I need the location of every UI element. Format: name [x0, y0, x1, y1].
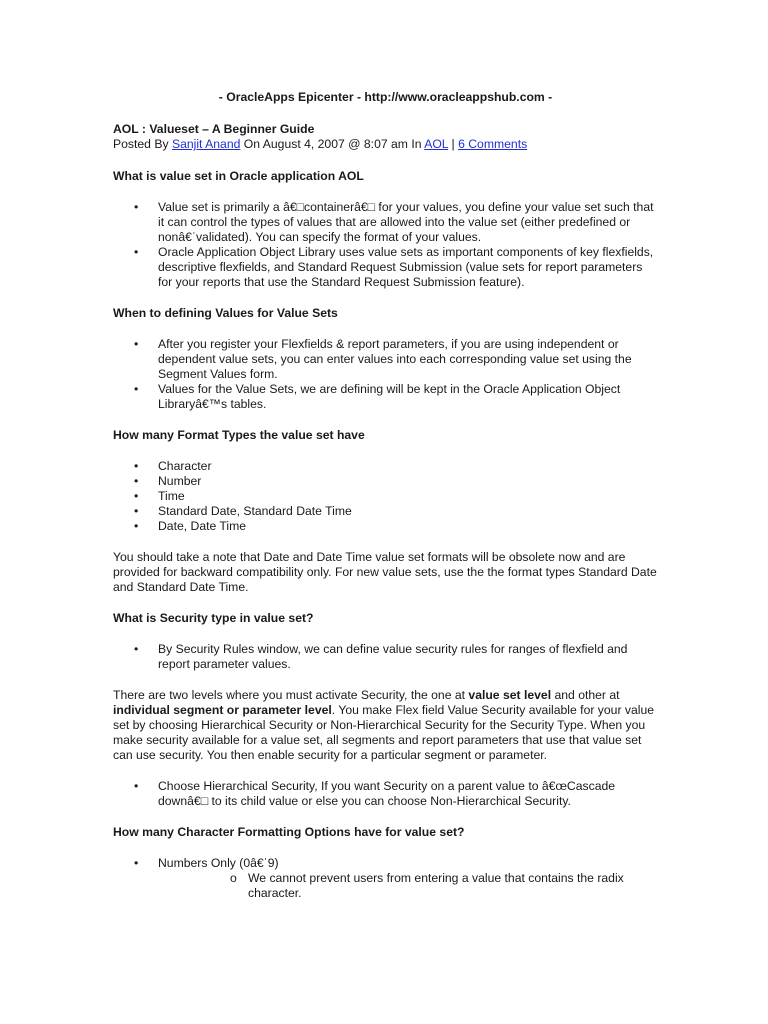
list-item: • Time: [113, 489, 658, 504]
list-item: • Oracle Application Object Library uses value sets as important components of key flexfields, descriptive flexfields, and Standard Request Submission (value sets for report parameters for your reports that use the Standard Request Submission feature).: [113, 245, 658, 290]
article-title: AOL : Valueset – A Beginner Guide: [113, 122, 315, 136]
bullet-list: [113, 200, 658, 290]
bullet-list: [113, 642, 658, 672]
section-heading-security-type: What is Security type in value set?: [113, 611, 314, 625]
posted-by-label: Posted By: [113, 137, 172, 151]
sub-bullet-list: [158, 871, 658, 901]
text-run: There are two levels where you must activate Security, the one at: [113, 688, 469, 702]
list-item: [113, 856, 658, 901]
list-item: • Values for the Value Sets, we are defining will be kept in the Oracle Application Object Libraryâ€™s tables.: [113, 382, 658, 412]
section-heading-character-formatting: How many Character Formatting Options have for value set?: [113, 825, 465, 839]
list-item: • Value set is primarily a â€□containerâ€□ for your values, you define your value set such that it can control the types of values that are allowed into the value set (either predefined or nonâ€ˈvalidated). You can specify the format of your values.: [113, 200, 658, 245]
text-run: . You make Flex field Value Security available for your value set by choosing Hierarchical Security or Non-Hierarchical Security for the Security Type. When you make security available for a value set, all segments and report parameters that use that value set can use security. You then enable security for a particular segment or parameter.: [113, 703, 655, 762]
section-heading-value-set: What is value set in Oracle application AOL: [113, 169, 364, 183]
sub-list-item: o We cannot prevent users from entering a value that contains the radix character.: [158, 871, 658, 901]
meta-separator: |: [448, 137, 459, 151]
author-link[interactable]: Sanjit Anand: [171, 137, 241, 151]
security-levels-paragraph: [113, 688, 658, 763]
list-item: • By Security Rules window, we can define value security rules for ranges of flexfield and report parameter values.: [113, 642, 658, 672]
section-heading-format-types: How many Format Types the value set have: [113, 428, 365, 442]
bold-text-segment-level: individual segment or parameter level: [113, 703, 332, 717]
list-item: • After you register your Flexfields & report parameters, if you are using independent or dependent value sets, you can enter values into each corresponding value set using the Segment Values form.: [113, 337, 658, 382]
format-note-paragraph: You should take a note that Date and Date Time value set formats will be obsolete now and are provided for backward compatibility only. For new value sets, use the the format types Standard Date and Standard Date Time.: [113, 550, 657, 594]
list-item: • Standard Date, Standard Date Time: [113, 504, 658, 519]
site-header: - OracleApps Epicenter - http://www.oracleappshub.com -: [218, 90, 553, 104]
text-run: and other at: [551, 688, 620, 702]
bullet-list: [113, 459, 658, 534]
category-link[interactable]: AOL: [424, 137, 449, 151]
bullet-list: [113, 856, 658, 901]
bullet-list: [113, 779, 658, 809]
list-item: • Choose Hierarchical Security, If you want Security on a parent value to â€œCascade downâ€□ to its child value or else you can choose Non-Hierarchical Security.: [113, 779, 658, 809]
bullet-list: [113, 337, 658, 412]
section-heading-defining-values: When to defining Values for Value Sets: [113, 306, 338, 320]
comments-link[interactable]: 6 Comments: [458, 137, 528, 151]
post-date: On August 4, 2007 @ 8:07 am In: [240, 137, 425, 151]
list-item-text: Numbers Only (0â€ˈ9): [158, 856, 279, 870]
bold-text-value-set-level: value set level: [468, 688, 552, 702]
article-meta: [113, 137, 658, 152]
list-item: • Number: [113, 474, 658, 489]
list-item: • Date, Date Time: [113, 519, 658, 534]
document-page: [113, 90, 658, 917]
list-item: • Character: [113, 459, 658, 474]
